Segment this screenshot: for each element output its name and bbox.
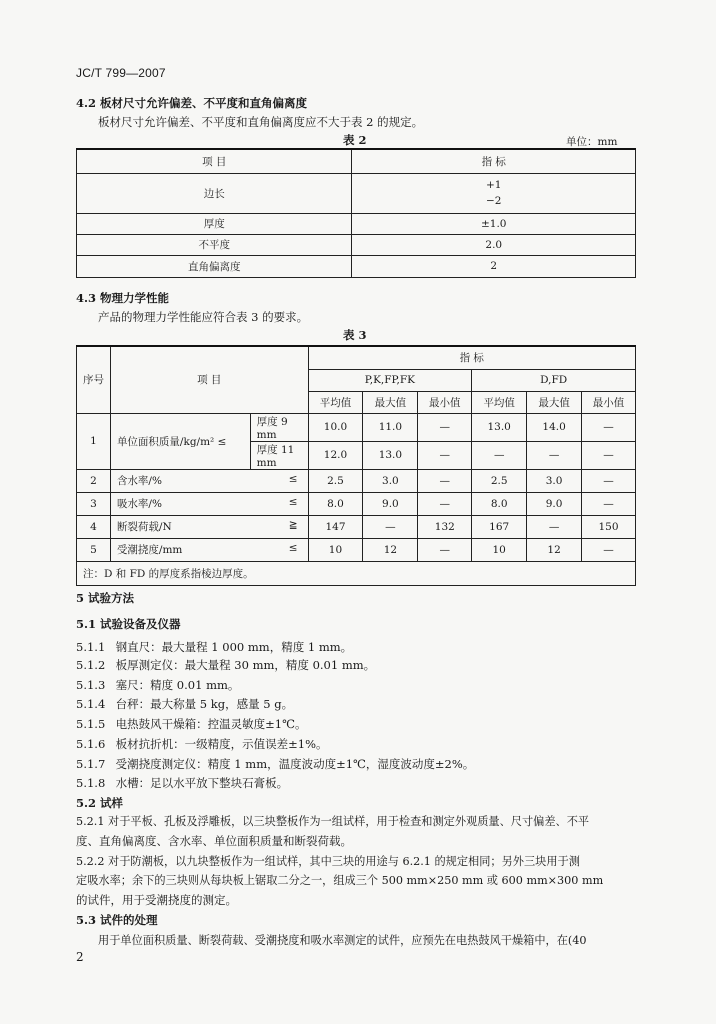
table2-value-minus: −2: [486, 195, 502, 207]
table2: [76, 148, 636, 278]
list-item: [76, 736, 328, 752]
table3-cell: 10.0: [308, 413, 363, 441]
table2-header-index: 指 标: [352, 149, 636, 173]
item-text: 台秤：最大称量 5 kg，感量 5 g。: [115, 697, 294, 711]
table3-cell-no: 5: [77, 538, 111, 561]
table2-row-item: 厚度: [77, 213, 352, 234]
section-5-2-title: 5.2 试样: [76, 796, 124, 810]
list-item: [76, 756, 474, 772]
table3-cell: 167: [472, 515, 527, 538]
table3-cell-item: [110, 469, 308, 492]
item-number: 5.1.5: [76, 717, 106, 731]
table3-cell-sub: 厚度 9 mm: [250, 413, 308, 441]
paragraph-5-2-1-line: 度、直角偏离度、含水率、单位面积质量和断裂荷载。: [76, 834, 352, 848]
item-text: 钢直尺：最大量程 1 000 mm，精度 1 mm。: [115, 640, 353, 654]
item-text: 板厚测定仪：最大量程 30 mm，精度 0.01 mm。: [115, 658, 376, 672]
table3-cell: —: [472, 441, 527, 469]
table3-cell: 150: [582, 515, 636, 538]
section-4-3-text: 产品的物理力学性能应符合表 3 的要求。: [98, 310, 309, 324]
table3-cell: 8.0: [308, 492, 363, 515]
table3-cell: —: [582, 469, 636, 492]
standard-number: JC/T 799—2007: [76, 66, 166, 80]
table3-item-symbol: ≤: [288, 473, 298, 485]
table3-cell: 132: [418, 515, 472, 538]
table3-cell: —: [582, 413, 636, 441]
table3-cell: 9.0: [527, 492, 582, 515]
item-text: 电热鼓风干燥箱：控温灵敏度±1℃。: [115, 717, 307, 731]
list-item: [76, 657, 375, 673]
table3-item-symbol: ≧: [288, 519, 298, 531]
section-5-3-title: 5.3 试件的处理: [76, 913, 158, 927]
list-item: [76, 677, 239, 693]
table3-cell: 9.0: [363, 492, 418, 515]
table3-cell: 10: [308, 538, 363, 561]
table3-header-no: 序号: [77, 346, 111, 413]
item-text: 水槽：足以水平放下整块石膏板。: [115, 776, 289, 790]
table3-cell: —: [582, 492, 636, 515]
section-5-3-text: 用于单位面积质量、断裂荷载、受潮挠度和吸水率测定的试件，应预先在电热鼓风干燥箱中，在(40: [98, 934, 587, 947]
table3-cell: 8.0: [472, 492, 527, 515]
table3-item-label: 吸水率/%: [116, 498, 162, 510]
paragraph-5-2-1-line: 5.2.1 对于平板、孔板及浮雕板，以三块整板作为一组试样，用于检查和测定外观质量、尺寸偏差、不平: [76, 815, 590, 828]
list-item: [76, 639, 352, 655]
item-number: 5.1.3: [76, 678, 106, 692]
table3-cell-item: [110, 492, 308, 515]
table3-cell: 12.0: [308, 441, 363, 469]
table3-cell-no: 3: [77, 492, 111, 515]
table2-caption: 表 2: [343, 133, 367, 147]
paragraph-5-2-2-line: 的试件，用于受潮挠度的测定。: [76, 893, 237, 907]
table3-cell: 12: [527, 538, 582, 561]
section-4-3-title: 4.3 物理力学性能: [76, 291, 170, 305]
table3-header-group2: D,FD: [472, 369, 636, 391]
table3-cell-no: 2: [77, 469, 111, 492]
table3-cell: 13.0: [472, 413, 527, 441]
item-number: 5.1.2: [76, 658, 106, 672]
table3-header-item: 项 目: [110, 346, 308, 413]
list-item: [76, 716, 306, 732]
table3-cell: —: [418, 538, 472, 561]
table3-item-symbol: ≤: [288, 542, 298, 554]
item-number: 5.1.7: [76, 757, 106, 771]
table2-row-item: 边长: [77, 173, 352, 213]
table3-cell: —: [418, 413, 472, 441]
table3-cell: —: [363, 515, 418, 538]
table3-item-label: 受潮挠度/mm: [116, 544, 183, 556]
table3-item-label: 断裂荷载/N: [116, 521, 172, 533]
table3-cell: 12: [363, 538, 418, 561]
item-text: 板材抗折机：一级精度，示值误差±1%。: [115, 737, 328, 751]
paragraph-5-2-2-line: 定吸水率；余下的三块则从每块板上锯取二分之一，组成三个 500 mm×250 mm 或 600 mm×300 mm: [76, 874, 604, 887]
table3-header-group1: P,K,FP,FK: [308, 369, 472, 391]
table3-note: 注：D 和 FD 的厚度系指棱边厚度。: [77, 561, 636, 585]
table3-header-min: 最小值: [418, 391, 472, 413]
table3-cell: 147: [308, 515, 363, 538]
table3-header-index: 指 标: [308, 346, 635, 369]
table3-cell-item: 单位面积质量/kg/m² ≤: [110, 413, 250, 469]
item-number: 5.1.1: [76, 640, 106, 654]
table3-cell-item: [110, 538, 308, 561]
table3-cell: 2.5: [472, 469, 527, 492]
table2-row-item: 不平度: [77, 234, 352, 255]
table3-cell: 10: [472, 538, 527, 561]
item-number: 5.1.4: [76, 697, 106, 711]
paragraph-5-2-2-line: 5.2.2 对于防潮板，以九块整板作为一组试样，其中三块的用途与 6.2.1 的规定相同；另外三块用于测: [76, 855, 580, 868]
table3-cell: 14.0: [527, 413, 582, 441]
table2-row-value: 2: [352, 255, 636, 277]
table2-unit: 单位：mm: [566, 136, 618, 148]
table3-header-avg: 平均值: [472, 391, 527, 413]
table3-item-symbol: ≤: [288, 496, 298, 508]
item-text: 塞尺：精度 0.01 mm。: [115, 678, 240, 692]
table3-cell: —: [418, 492, 472, 515]
table3-cell: —: [527, 441, 582, 469]
section-4-2-text: 板材尺寸允许偏差、不平度和直角偏离度应不大于表 2 的规定。: [98, 115, 424, 129]
item-text: 受潮挠度测定仪：精度 1 mm，温度波动度±1℃，湿度波动度±2%。: [115, 757, 475, 771]
table2-row-value: [352, 173, 636, 213]
table3-cell: 2.5: [308, 469, 363, 492]
list-item: [76, 696, 293, 712]
table3-cell: —: [582, 538, 636, 561]
table2-header-item: 项 目: [77, 149, 352, 173]
section-5-title: 5 试验方法: [76, 591, 135, 605]
table3-header-max: 最大值: [363, 391, 418, 413]
page-number: 2: [76, 950, 84, 964]
section-5-1-title: 5.1 试验设备及仪器: [76, 617, 181, 631]
table3-cell-item: [110, 515, 308, 538]
table3-cell: 3.0: [363, 469, 418, 492]
table3-header-max: 最大值: [527, 391, 582, 413]
table2-row-value: ±1.0: [352, 213, 636, 234]
table3-cell: —: [582, 441, 636, 469]
table3-caption: 表 3: [343, 328, 367, 342]
table3-cell: —: [418, 441, 472, 469]
table3-cell: 13.0: [363, 441, 418, 469]
table2-value-plus: +1: [486, 179, 502, 191]
table3-cell-no: 1: [77, 413, 111, 469]
table3-cell-sub: 厚度 11 mm: [250, 441, 308, 469]
table3-cell: —: [527, 515, 582, 538]
table3-header-avg: 平均值: [308, 391, 363, 413]
section-4-2-title: 4.2 板材尺寸允许偏差、不平度和直角偏离度: [76, 96, 308, 110]
table3-cell-no: 4: [77, 515, 111, 538]
table3: [76, 345, 636, 586]
table3-header-min: 最小值: [582, 391, 636, 413]
table3-cell: 3.0: [527, 469, 582, 492]
table2-row-item: 直角偏离度: [77, 255, 352, 277]
table2-row-value: 2.0: [352, 234, 636, 255]
table3-cell: —: [418, 469, 472, 492]
table3-item-label: 含水率/%: [116, 475, 162, 487]
list-item: [76, 775, 288, 791]
item-number: 5.1.6: [76, 737, 106, 751]
table3-cell: 11.0: [363, 413, 418, 441]
item-number: 5.1.8: [76, 776, 106, 790]
